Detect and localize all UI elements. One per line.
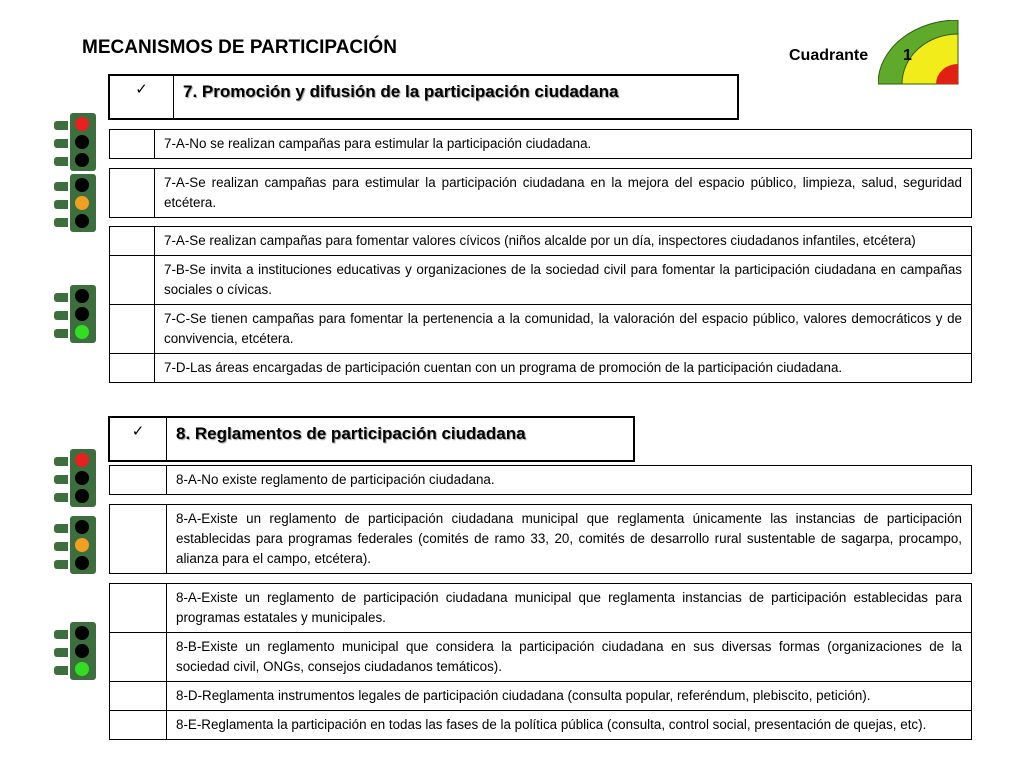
row-marker-cell <box>110 130 155 159</box>
traffic-light-lamp <box>75 214 89 228</box>
traffic-light-lamp <box>75 556 89 570</box>
traffic-light-arm <box>54 121 68 130</box>
table-row <box>110 354 972 383</box>
section-7-row-group-1 <box>109 129 972 159</box>
row-marker-cell <box>110 256 155 305</box>
row-marker-cell <box>110 505 167 574</box>
traffic-light-arm <box>54 560 68 569</box>
row-text: 7-D-Las áreas encargadas de participación cuentan con un programa de promoción de la participación ciudadana. <box>155 354 972 383</box>
traffic-light-lamp <box>75 520 89 534</box>
section-7-row-group-2 <box>109 168 972 218</box>
row-marker-cell <box>110 633 167 682</box>
traffic-light-arm <box>54 157 68 166</box>
quadrant-icon <box>878 20 960 86</box>
row-marker-cell <box>110 169 155 218</box>
traffic-light-lamp <box>75 644 89 658</box>
table-row <box>110 227 972 256</box>
table-row <box>110 505 972 574</box>
traffic-light-arm <box>54 666 68 675</box>
traffic-light-lamp <box>75 196 89 210</box>
row-marker-cell <box>110 305 155 354</box>
traffic-light-lamp <box>75 471 89 485</box>
traffic-light-lamp <box>75 662 89 676</box>
row-marker-cell <box>110 227 155 256</box>
section-8-row-group-3 <box>109 583 972 740</box>
traffic-light-arm <box>54 475 68 484</box>
traffic-light-arm <box>54 329 68 338</box>
row-marker-cell <box>110 354 155 383</box>
traffic-light-lamp <box>75 289 89 303</box>
section-7-checkmark: ✓ <box>110 76 174 118</box>
traffic-light-lamp <box>75 626 89 640</box>
traffic-light-lamp <box>75 307 89 321</box>
row-text: 8-A-Existe un reglamento de participación ciudadana municipal que reglamenta instancias de participación establecidas para programas estatales y municipales. <box>167 584 972 633</box>
traffic-light-arm <box>54 457 68 466</box>
table-row <box>110 633 972 682</box>
traffic-light-lamp <box>75 325 89 339</box>
row-marker-cell <box>110 466 167 495</box>
row-text: 8-E-Reglamenta la participación en todas las fases de la política pública (consulta, control social, presentación de quejas, etc). <box>167 711 972 740</box>
traffic-light-arm <box>54 311 68 320</box>
traffic-light-arm <box>54 200 68 209</box>
section-8-title: 8. Reglamentos de participación ciudadana <box>176 424 526 443</box>
table-row <box>110 256 972 305</box>
traffic-light-arm <box>54 542 68 551</box>
table-row <box>110 305 972 354</box>
traffic-light-lamp <box>75 453 89 467</box>
section-7-header <box>108 74 739 120</box>
traffic-light-lamp <box>75 153 89 167</box>
row-text: 7-B-Se invita a instituciones educativas y organizaciones de la sociedad civil para fomentar la participación ciudadana en campañas sociales o cívicas. <box>155 256 972 305</box>
row-text: 8-B-Existe un reglamento municipal que considera la participación ciudadana en sus diversas formas (organizaciones de la sociedad civil, ONGs, consejos ciudadanos temáticos). <box>167 633 972 682</box>
traffic-light-arm <box>54 630 68 639</box>
table-row <box>110 711 972 740</box>
row-marker-cell <box>110 682 167 711</box>
row-text: 7-A-Se realizan campañas para fomentar valores cívicos (niños alcalde por un día, inspectores ciudadanos infantiles, etcétera) <box>155 227 972 256</box>
traffic-light-lamp <box>75 117 89 131</box>
table-row <box>110 682 972 711</box>
row-text: 8-D-Reglamenta instrumentos legales de participación ciudadana (consulta popular, referéndum, plebiscito, petición). <box>167 682 972 711</box>
section-8-row-group-1 <box>109 465 972 495</box>
traffic-light-arm <box>54 524 68 533</box>
row-text: 8-A-No existe reglamento de participación ciudadana. <box>167 466 972 495</box>
table-row <box>110 584 972 633</box>
traffic-light-arm <box>54 139 68 148</box>
row-text: 7-C-Se tienen campañas para fomentar la pertenencia a la comunidad, la valoración del espacio público, valores democráticos y de convivencia, etcétera. <box>155 305 972 354</box>
section-7-row-group-3 <box>109 226 972 383</box>
traffic-light-arm <box>54 648 68 657</box>
quadrant-label: Cuadrante <box>789 47 869 64</box>
section-7-title: 7. Promoción y difusión de la participación ciudadana <box>183 82 619 101</box>
table-row <box>110 130 972 159</box>
row-text: 7-A-Se realizan campañas para estimular la participación ciudadana en la mejora del espacio público, limpieza, salud, seguridad etcétera. <box>155 169 972 218</box>
traffic-light-lamp <box>75 538 89 552</box>
page-title: MECANISMOS DE PARTICIPACIÓN <box>82 37 397 58</box>
table-row <box>110 169 972 218</box>
section-8-row-group-2 <box>109 504 972 574</box>
row-marker-cell <box>110 584 167 633</box>
traffic-light-lamp <box>75 489 89 503</box>
traffic-light-arm <box>54 182 68 191</box>
traffic-light-lamp <box>75 135 89 149</box>
row-text: 7-A-No se realizan campañas para estimular la participación ciudadana. <box>155 130 972 159</box>
row-text: 8-A-Existe un reglamento de participación ciudadana municipal que reglamenta únicamente las instancias de participación establecidas para programas federales (comités de ramo 33, 20, comités de desarrollo rural sustentable de sagarpa, procampo, alianza para el campo, etcétera). <box>167 505 972 574</box>
section-8-checkmark: ✓ <box>110 418 167 460</box>
traffic-light-lamp <box>75 178 89 192</box>
section-8-header <box>108 416 635 462</box>
traffic-light-arm <box>54 493 68 502</box>
traffic-light-arm <box>54 218 68 227</box>
quadrant-number: 1 <box>903 47 912 64</box>
row-marker-cell <box>110 711 167 740</box>
traffic-light-arm <box>54 293 68 302</box>
table-row <box>110 466 972 495</box>
